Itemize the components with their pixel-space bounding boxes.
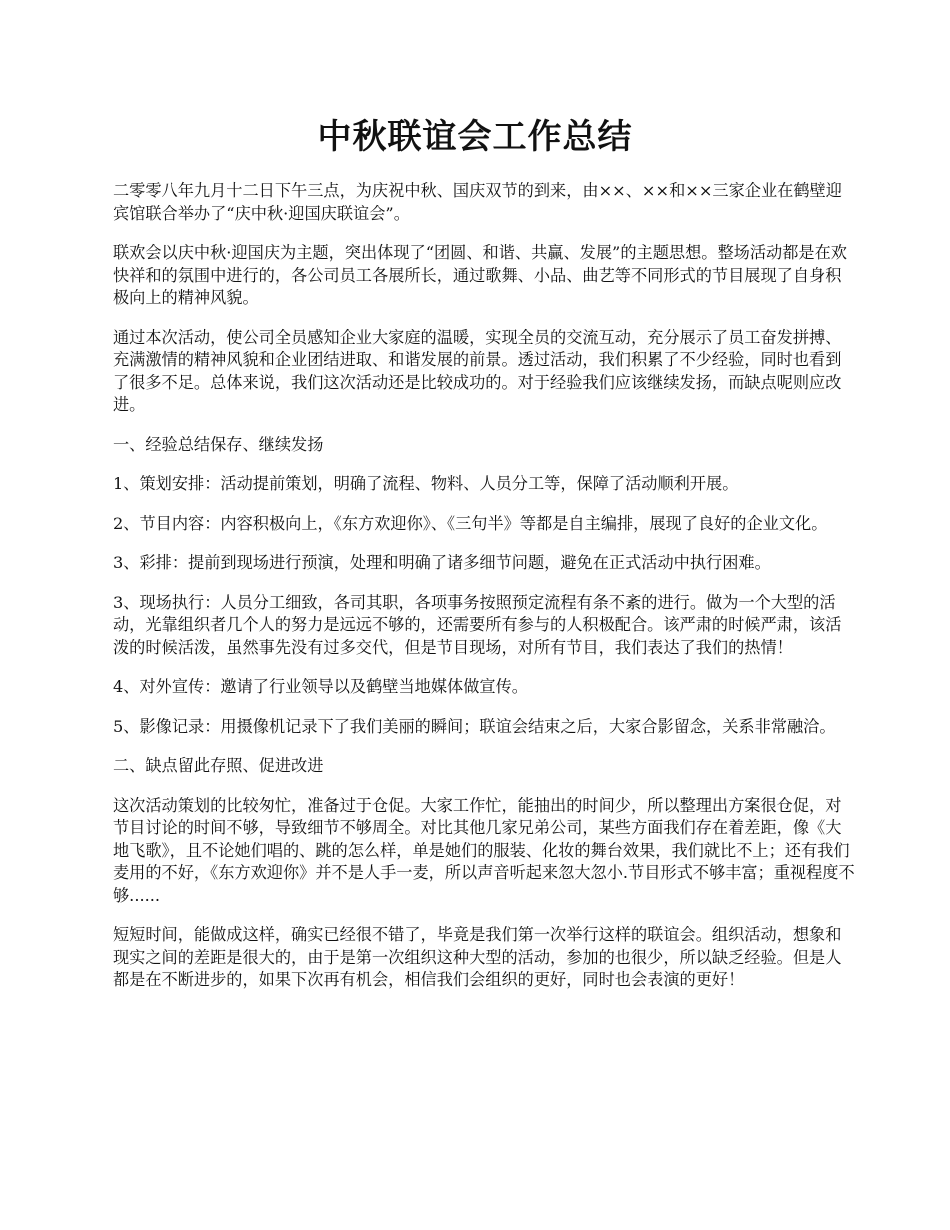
paragraph-shortcomings: 这次活动策划的比较匆忙，准备过于仓促。大家工作忙，能抽出的时间少，所以整理出方案很仓促，对节目讨论的时间不够，导致细节不够周全。对比其他几家兄弟公司，某些方面我们存在着差距，像《大地飞歌》，且不论她们唱的、跳的怎么样，单是她们的服装、化妆的舞台效果，我们就比不上；还有我们麦用的不好，《东方欢迎你》并不是人手一麦，所以声音听起来忽大忽小.节目形式不够丰富；重视程度不够...... xyxy=(113,795,855,905)
section-heading-experience: 一、经验总结保存、继续发扬 xyxy=(113,434,324,454)
list-item-execution: 3、现场执行：人员分工细致，各司其职，各项事务按照预定流程有条不紊的进行。做为一个大型的活动，光靠组织者几个人的努力是远远不够的，还需要所有参与的人积极配合。该严肃的时候严肃，该活泼的时候活泼，虽然事先没有过多交代，但是节目现场，对所有节目，我们表达了我们的热情！ xyxy=(113,592,842,657)
paragraph-intro: 二零零八年九月十二日下午三点，为庆祝中秋、国庆双节的到来，由××、××和××三家企业在鹤壁迎宾馆联合举办了“庆中秋·迎国庆联谊会”。 xyxy=(113,181,842,223)
paragraph-summary: 通过本次活动，使公司全员感知企业大家庭的温暖，实现全员的交流互动，充分展示了员工奋发拼搏、充满激情的精神风貌和企业团结进取、和谐发展的前景。透过活动，我们积累了不少经验，同时也看到了很多不足。总体来说，我们这次活动还是比较成功的。对于经验我们应该继续发扬，而缺点呢则应改进。 xyxy=(113,327,842,414)
document-title: 中秋联谊会工作总结 xyxy=(317,117,633,157)
list-item-program: 2、节目内容：内容积极向上，《东方欢迎你》、《三句半》等都是自主编排，展现了良好的企业文化。 xyxy=(113,513,828,533)
paragraph-conclusion: 短短时间，能做成这样，确实已经很不错了，毕竟是我们第一次举行这样的联谊会。组织活动，想象和现实之间的差距是很大的，由于是第一次组织这种大型的活动，参加的也很少，所以缺乏经验。但是人都是在不断进步的，如果下次再有机会，相信我们会组织的更好，同时也会表演的更好！ xyxy=(113,925,842,989)
list-item-recording: 5、影像记录：用摄像机记录下了我们美丽的瞬间；联谊会结束之后，大家合影留念，关系非常融洽。 xyxy=(113,716,836,736)
list-item-rehearsal: 3、彩排：提前到现场进行预演，处理和明确了诸多细节问题，避免在正式活动中执行困难。 xyxy=(113,553,771,572)
list-item-planning: 1、策划安排：活动提前策划，明确了流程、物料、人员分工等，保障了活动顺利开展。 xyxy=(113,474,739,493)
paragraph-theme: 联欢会以庆中秋·迎国庆为主题，突出体现了“团圆、和谐、共赢、发展”的主题思想。整场活动都是在欢快祥和的氛围中进行的，各公司员工各展所长，通过歌舞、小品、曲艺等不同形式的节目展现了自身积极向上的精神风貌。 xyxy=(113,243,847,307)
document-body xyxy=(113,180,855,1009)
list-item-publicity: 4、对外宣传：邀请了行业领导以及鹤壁当地媒体做宣传。 xyxy=(113,677,528,696)
section-heading-shortcomings: 二、缺点留此存照、促进改进 xyxy=(113,756,324,775)
